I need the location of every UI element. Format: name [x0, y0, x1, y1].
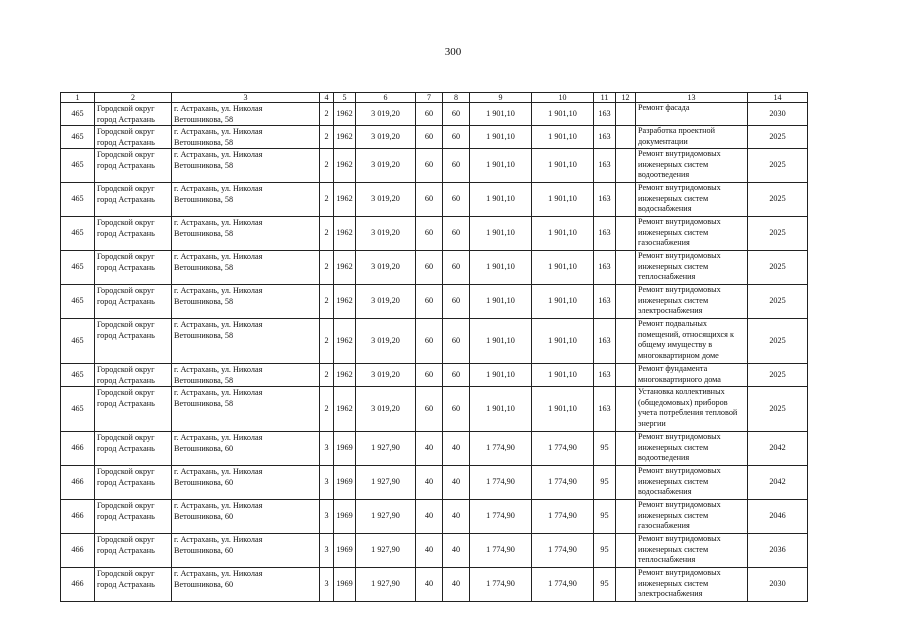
total-area-cell: 3 019,20	[356, 126, 416, 149]
row-number-cell: 466	[61, 432, 95, 466]
municipality-cell: Городской округ город Астрахань	[95, 251, 172, 285]
construction-year-cell: 1962	[334, 103, 356, 126]
column-header: 14	[748, 93, 808, 103]
work-type-cell: Ремонт внутридомовых инженерных систем газоснабжения	[636, 217, 748, 251]
row-number-cell: 465	[61, 285, 95, 319]
col12-value-cell	[616, 126, 636, 149]
floors-cell: 2	[320, 364, 334, 387]
col10-value-cell: 1 901,10	[532, 149, 594, 183]
col7-value-cell: 60	[416, 183, 443, 217]
municipality-cell: Городской округ город Астрахань	[95, 126, 172, 149]
col10-value-cell: 1 901,10	[532, 217, 594, 251]
construction-year-cell: 1962	[334, 387, 356, 432]
planned-year-cell: 2042	[748, 432, 808, 466]
col10-value-cell: 1 901,10	[532, 126, 594, 149]
column-header: 8	[443, 93, 470, 103]
municipality-cell: Городской округ город Астрахань	[95, 183, 172, 217]
municipality-cell: Городской округ город Астрахань	[95, 466, 172, 500]
construction-year-cell: 1962	[334, 319, 356, 364]
construction-year-cell: 1962	[334, 364, 356, 387]
planned-year-cell: 2025	[748, 387, 808, 432]
col9-value-cell: 1 901,10	[470, 285, 532, 319]
col10-value-cell: 1 774,90	[532, 568, 594, 602]
residents-count-cell: 163	[594, 364, 616, 387]
municipality-cell: Городской округ город Астрахань	[95, 103, 172, 126]
col8-value-cell: 60	[443, 217, 470, 251]
col10-value-cell: 1 901,10	[532, 285, 594, 319]
floors-cell: 2	[320, 183, 334, 217]
col7-value-cell: 60	[416, 126, 443, 149]
col9-value-cell: 1 774,90	[470, 534, 532, 568]
col8-value-cell: 60	[443, 149, 470, 183]
col12-value-cell	[616, 103, 636, 126]
capital-repair-table	[60, 92, 808, 602]
floors-cell: 2	[320, 149, 334, 183]
col8-value-cell: 40	[443, 500, 470, 534]
col7-value-cell: 60	[416, 387, 443, 432]
address-cell: г. Астрахань, ул. Николая Ветошникова, 58	[172, 285, 320, 319]
col12-value-cell	[616, 217, 636, 251]
column-header: 7	[416, 93, 443, 103]
planned-year-cell: 2025	[748, 183, 808, 217]
col12-value-cell	[616, 364, 636, 387]
row-number-cell: 465	[61, 251, 95, 285]
col7-value-cell: 60	[416, 217, 443, 251]
col9-value-cell: 1 901,10	[470, 387, 532, 432]
residents-count-cell: 163	[594, 103, 616, 126]
col9-value-cell: 1 774,90	[470, 466, 532, 500]
col9-value-cell: 1 901,10	[470, 149, 532, 183]
total-area-cell: 3 019,20	[356, 149, 416, 183]
construction-year-cell: 1962	[334, 183, 356, 217]
address-cell: г. Астрахань, ул. Николая Ветошникова, 58	[172, 387, 320, 432]
municipality-cell: Городской округ город Астрахань	[95, 432, 172, 466]
col7-value-cell: 40	[416, 466, 443, 500]
column-header: 9	[470, 93, 532, 103]
planned-year-cell: 2025	[748, 149, 808, 183]
construction-year-cell: 1969	[334, 466, 356, 500]
work-type-cell: Ремонт фундамента многоквартирного дома	[636, 364, 748, 387]
row-number-cell: 466	[61, 568, 95, 602]
floors-cell: 3	[320, 534, 334, 568]
col10-value-cell: 1 774,90	[532, 534, 594, 568]
table-row	[61, 466, 808, 500]
floors-cell: 2	[320, 103, 334, 126]
planned-year-cell: 2030	[748, 568, 808, 602]
total-area-cell: 3 019,20	[356, 183, 416, 217]
floors-cell: 2	[320, 285, 334, 319]
col10-value-cell: 1 901,10	[532, 319, 594, 364]
floors-cell: 3	[320, 500, 334, 534]
row-number-cell: 466	[61, 534, 95, 568]
table-row	[61, 183, 808, 217]
table-row	[61, 103, 808, 126]
table-row	[61, 126, 808, 149]
col12-value-cell	[616, 285, 636, 319]
total-area-cell: 1 927,90	[356, 466, 416, 500]
residents-count-cell: 95	[594, 432, 616, 466]
row-number-cell: 465	[61, 183, 95, 217]
floors-cell: 2	[320, 217, 334, 251]
col8-value-cell: 60	[443, 364, 470, 387]
row-number-cell: 465	[61, 126, 95, 149]
col12-value-cell	[616, 149, 636, 183]
floors-cell: 2	[320, 126, 334, 149]
table-row	[61, 319, 808, 364]
residents-count-cell: 163	[594, 217, 616, 251]
col10-value-cell: 1 901,10	[532, 103, 594, 126]
row-number-cell: 465	[61, 387, 95, 432]
table-row	[61, 217, 808, 251]
col8-value-cell: 60	[443, 103, 470, 126]
column-number-row	[61, 93, 808, 103]
total-area-cell: 3 019,20	[356, 285, 416, 319]
address-cell: г. Астрахань, ул. Николая Ветошникова, 58	[172, 319, 320, 364]
municipality-cell: Городской округ город Астрахань	[95, 319, 172, 364]
column-header: 10	[532, 93, 594, 103]
col8-value-cell: 60	[443, 285, 470, 319]
col9-value-cell: 1 901,10	[470, 319, 532, 364]
work-type-cell: Разработка проектной документации	[636, 126, 748, 149]
planned-year-cell: 2025	[748, 251, 808, 285]
col10-value-cell: 1 901,10	[532, 183, 594, 217]
municipality-cell: Городской округ город Астрахань	[95, 217, 172, 251]
residents-count-cell: 163	[594, 126, 616, 149]
municipality-cell: Городской округ город Астрахань	[95, 149, 172, 183]
col12-value-cell	[616, 251, 636, 285]
col12-value-cell	[616, 319, 636, 364]
residents-count-cell: 163	[594, 251, 616, 285]
col7-value-cell: 60	[416, 364, 443, 387]
column-header: 13	[636, 93, 748, 103]
planned-year-cell: 2025	[748, 285, 808, 319]
municipality-cell: Городской округ город Астрахань	[95, 534, 172, 568]
col9-value-cell: 1 901,10	[470, 103, 532, 126]
col7-value-cell: 60	[416, 149, 443, 183]
table-row	[61, 285, 808, 319]
floors-cell: 3	[320, 568, 334, 602]
col12-value-cell	[616, 432, 636, 466]
work-type-cell: Ремонт подвальных помещений, относящихся к общему имуществу в многоквартирном доме	[636, 319, 748, 364]
row-number-cell: 465	[61, 217, 95, 251]
row-number-cell: 466	[61, 500, 95, 534]
table-body	[61, 93, 808, 602]
table-row	[61, 387, 808, 432]
work-type-cell: Установка коллективных (общедомовых) приборов учета потребления тепловой энергии	[636, 387, 748, 432]
residents-count-cell: 95	[594, 568, 616, 602]
address-cell: г. Астрахань, ул. Николая Ветошникова, 58	[172, 103, 320, 126]
column-header: 4	[320, 93, 334, 103]
address-cell: г. Астрахань, ул. Николая Ветошникова, 58	[172, 183, 320, 217]
residents-count-cell: 95	[594, 466, 616, 500]
planned-year-cell: 2046	[748, 500, 808, 534]
row-number-cell: 466	[61, 466, 95, 500]
construction-year-cell: 1962	[334, 126, 356, 149]
residents-count-cell: 163	[594, 319, 616, 364]
address-cell: г. Астрахань, ул. Николая Ветошникова, 60	[172, 534, 320, 568]
total-area-cell: 3 019,20	[356, 319, 416, 364]
address-cell: г. Астрахань, ул. Николая Ветошникова, 58	[172, 364, 320, 387]
address-cell: г. Астрахань, ул. Николая Ветошникова, 58	[172, 251, 320, 285]
col7-value-cell: 40	[416, 500, 443, 534]
col12-value-cell	[616, 568, 636, 602]
total-area-cell: 3 019,20	[356, 103, 416, 126]
col8-value-cell: 60	[443, 387, 470, 432]
construction-year-cell: 1969	[334, 568, 356, 602]
address-cell: г. Астрахань, ул. Николая Ветошникова, 60	[172, 500, 320, 534]
total-area-cell: 1 927,90	[356, 534, 416, 568]
planned-year-cell: 2025	[748, 364, 808, 387]
work-type-cell: Ремонт внутридомовых инженерных систем водоснабжения	[636, 183, 748, 217]
col7-value-cell: 40	[416, 534, 443, 568]
col9-value-cell: 1 774,90	[470, 500, 532, 534]
col8-value-cell: 40	[443, 466, 470, 500]
col10-value-cell: 1 901,10	[532, 251, 594, 285]
row-number-cell: 465	[61, 149, 95, 183]
col8-value-cell: 40	[443, 568, 470, 602]
col10-value-cell: 1 901,10	[532, 364, 594, 387]
address-cell: г. Астрахань, ул. Николая Ветошникова, 58	[172, 217, 320, 251]
municipality-cell: Городской округ город Астрахань	[95, 568, 172, 602]
construction-year-cell: 1969	[334, 500, 356, 534]
total-area-cell: 3 019,20	[356, 364, 416, 387]
residents-count-cell: 163	[594, 285, 616, 319]
address-cell: г. Астрахань, ул. Николая Ветошникова, 58	[172, 149, 320, 183]
col12-value-cell	[616, 183, 636, 217]
work-type-cell: Ремонт внутридомовых инженерных систем электроснабжения	[636, 568, 748, 602]
total-area-cell: 1 927,90	[356, 432, 416, 466]
col7-value-cell: 40	[416, 568, 443, 602]
construction-year-cell: 1962	[334, 217, 356, 251]
work-type-cell: Ремонт внутридомовых инженерных систем газоснабжения	[636, 500, 748, 534]
construction-year-cell: 1962	[334, 149, 356, 183]
address-cell: г. Астрахань, ул. Николая Ветошникова, 60	[172, 432, 320, 466]
column-header: 5	[334, 93, 356, 103]
planned-year-cell: 2036	[748, 534, 808, 568]
work-type-cell: Ремонт внутридомовых инженерных систем водоотведения	[636, 432, 748, 466]
col12-value-cell	[616, 500, 636, 534]
col12-value-cell	[616, 534, 636, 568]
construction-year-cell: 1962	[334, 251, 356, 285]
floors-cell: 3	[320, 466, 334, 500]
col7-value-cell: 60	[416, 319, 443, 364]
column-header: 11	[594, 93, 616, 103]
col7-value-cell: 60	[416, 285, 443, 319]
col8-value-cell: 40	[443, 432, 470, 466]
col8-value-cell: 60	[443, 126, 470, 149]
col7-value-cell: 60	[416, 251, 443, 285]
col9-value-cell: 1 901,10	[470, 126, 532, 149]
floors-cell: 3	[320, 432, 334, 466]
construction-year-cell: 1969	[334, 534, 356, 568]
residents-count-cell: 163	[594, 183, 616, 217]
municipality-cell: Городской округ город Астрахань	[95, 285, 172, 319]
table-row	[61, 534, 808, 568]
col10-value-cell: 1 774,90	[532, 500, 594, 534]
address-cell: г. Астрахань, ул. Николая Ветошникова, 58	[172, 126, 320, 149]
col9-value-cell: 1 901,10	[470, 217, 532, 251]
table-row	[61, 149, 808, 183]
total-area-cell: 3 019,20	[356, 387, 416, 432]
work-type-cell: Ремонт внутридомовых инженерных систем теплоснабжения	[636, 251, 748, 285]
floors-cell: 2	[320, 387, 334, 432]
work-type-cell: Ремонт внутридомовых инженерных систем водоотведения	[636, 149, 748, 183]
col9-value-cell: 1 901,10	[470, 364, 532, 387]
table-row	[61, 432, 808, 466]
col7-value-cell: 40	[416, 432, 443, 466]
col10-value-cell: 1 774,90	[532, 466, 594, 500]
residents-count-cell: 95	[594, 534, 616, 568]
floors-cell: 2	[320, 251, 334, 285]
planned-year-cell: 2025	[748, 126, 808, 149]
total-area-cell: 1 927,90	[356, 500, 416, 534]
total-area-cell: 3 019,20	[356, 251, 416, 285]
col10-value-cell: 1 901,10	[532, 387, 594, 432]
floors-cell: 2	[320, 319, 334, 364]
work-type-cell: Ремонт фасада	[636, 103, 748, 126]
address-cell: г. Астрахань, ул. Николая Ветошникова, 60	[172, 466, 320, 500]
col8-value-cell: 60	[443, 183, 470, 217]
page-number: 300	[444, 46, 462, 58]
construction-year-cell: 1962	[334, 285, 356, 319]
table-row	[61, 364, 808, 387]
column-header: 6	[356, 93, 416, 103]
municipality-cell: Городской округ город Астрахань	[95, 387, 172, 432]
municipality-cell: Городской округ город Астрахань	[95, 364, 172, 387]
column-header: 3	[172, 93, 320, 103]
table-row	[61, 251, 808, 285]
municipality-cell: Городской округ город Астрахань	[95, 500, 172, 534]
col12-value-cell	[616, 466, 636, 500]
row-number-cell: 465	[61, 103, 95, 126]
planned-year-cell: 2025	[748, 319, 808, 364]
work-type-cell: Ремонт внутридомовых инженерных систем электроснабжения	[636, 285, 748, 319]
address-cell: г. Астрахань, ул. Николая Ветошникова, 60	[172, 568, 320, 602]
residents-count-cell: 163	[594, 387, 616, 432]
col8-value-cell: 60	[443, 319, 470, 364]
residents-count-cell: 163	[594, 149, 616, 183]
table-row	[61, 568, 808, 602]
row-number-cell: 465	[61, 364, 95, 387]
col9-value-cell: 1 774,90	[470, 432, 532, 466]
column-header: 2	[95, 93, 172, 103]
column-header: 1	[61, 93, 95, 103]
planned-year-cell: 2030	[748, 103, 808, 126]
col10-value-cell: 1 774,90	[532, 432, 594, 466]
total-area-cell: 1 927,90	[356, 568, 416, 602]
planned-year-cell: 2042	[748, 466, 808, 500]
col7-value-cell: 60	[416, 103, 443, 126]
column-header: 12	[616, 93, 636, 103]
col9-value-cell: 1 774,90	[470, 568, 532, 602]
col12-value-cell	[616, 387, 636, 432]
planned-year-cell: 2025	[748, 217, 808, 251]
work-type-cell: Ремонт внутридомовых инженерных систем теплоснабжения	[636, 534, 748, 568]
col8-value-cell: 60	[443, 251, 470, 285]
col9-value-cell: 1 901,10	[470, 251, 532, 285]
residents-count-cell: 95	[594, 500, 616, 534]
row-number-cell: 465	[61, 319, 95, 364]
col8-value-cell: 40	[443, 534, 470, 568]
construction-year-cell: 1969	[334, 432, 356, 466]
total-area-cell: 3 019,20	[356, 217, 416, 251]
table-row	[61, 500, 808, 534]
work-type-cell: Ремонт внутридомовых инженерных систем водоснабжения	[636, 466, 748, 500]
col9-value-cell: 1 901,10	[470, 183, 532, 217]
